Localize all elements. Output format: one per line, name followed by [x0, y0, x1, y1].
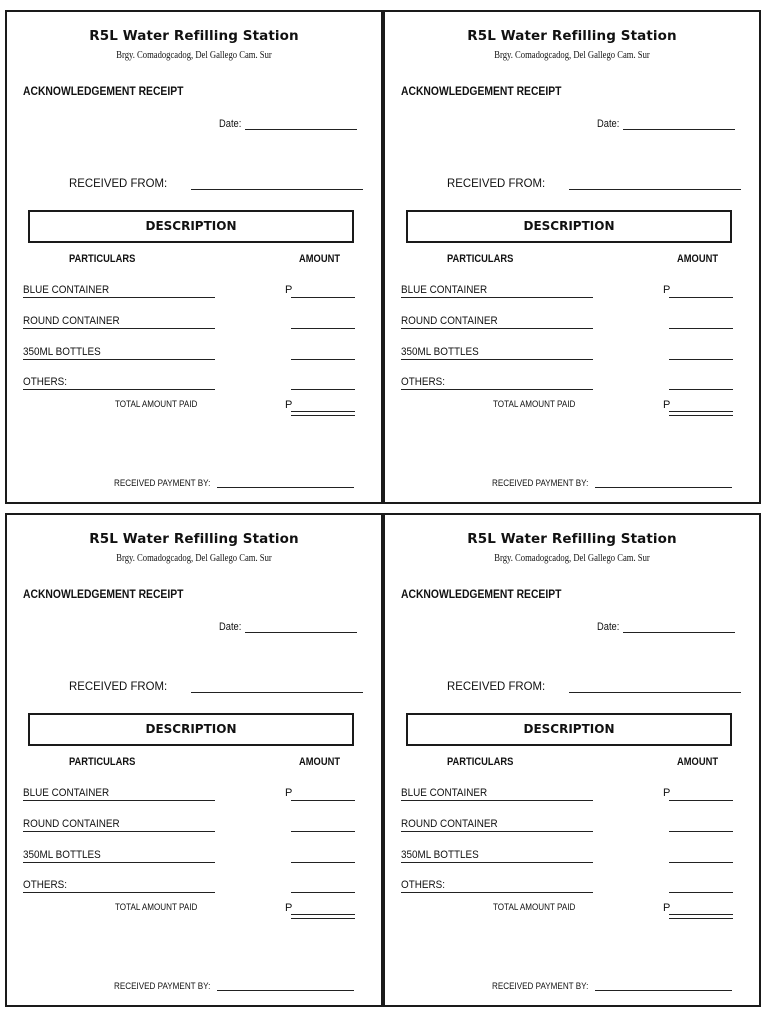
item-underline — [401, 297, 593, 298]
item-underline — [401, 862, 593, 863]
total-amount-field[interactable] — [669, 914, 733, 919]
total-amount-label: TOTAL AMOUNT PAID — [493, 399, 576, 409]
total-amount-label: TOTAL AMOUNT PAID — [493, 902, 576, 912]
amount-column-header: AMOUNT — [677, 756, 719, 768]
item-underline — [401, 359, 593, 360]
item-label: ROUND CONTAINER — [23, 315, 120, 327]
amount-field[interactable] — [291, 359, 355, 360]
station-title: R5L Water Refilling Station — [467, 531, 677, 547]
received-from-field[interactable] — [191, 692, 363, 693]
total-currency-symbol: P — [285, 399, 293, 411]
description-header: DESCRIPTION — [28, 713, 354, 746]
particulars-column-header: PARTICULARS — [447, 253, 514, 265]
received-from-label: RECEIVED FROM: — [447, 679, 546, 693]
receipt-heading: ACKNOWLEDGEMENT RECEIPT — [401, 589, 562, 601]
amount-column-header: AMOUNT — [299, 253, 341, 265]
item-underline — [23, 862, 215, 863]
received-from-field[interactable] — [569, 692, 741, 693]
item-label: 350ML BOTTLES — [23, 849, 101, 861]
description-header: DESCRIPTION — [28, 210, 354, 243]
amount-column-header: AMOUNT — [677, 253, 719, 265]
item-underline — [401, 892, 593, 893]
date-field[interactable] — [623, 632, 735, 633]
received-payment-by-field[interactable] — [595, 990, 732, 991]
amount-field[interactable] — [669, 297, 733, 298]
item-underline — [23, 831, 215, 832]
amount-field[interactable] — [669, 892, 733, 893]
receipt-bottom-left — [5, 513, 383, 1007]
item-label: 350ML BOTTLES — [401, 849, 479, 861]
item-underline — [23, 892, 215, 893]
total-amount-field[interactable] — [669, 411, 733, 416]
received-from-field[interactable] — [569, 189, 741, 190]
item-underline — [23, 389, 215, 390]
received-payment-by-field[interactable] — [217, 990, 354, 991]
received-payment-by-label: RECEIVED PAYMENT BY: — [114, 981, 211, 991]
total-currency-symbol: P — [663, 399, 671, 411]
amount-field[interactable] — [291, 831, 355, 832]
station-address: Brgy. Comadogcadog, Del Gallego Cam. Sur — [116, 50, 272, 61]
item-label: BLUE CONTAINER — [401, 787, 488, 799]
station-title: R5L Water Refilling Station — [89, 28, 299, 44]
item-label: 350ML BOTTLES — [23, 346, 101, 358]
date-label: Date: — [219, 118, 242, 130]
amount-field[interactable] — [669, 800, 733, 801]
amount-field[interactable] — [291, 800, 355, 801]
amount-field[interactable] — [291, 297, 355, 298]
receipt-heading: ACKNOWLEDGEMENT RECEIPT — [401, 86, 562, 98]
receipt-bottom-right — [383, 513, 761, 1007]
description-header: DESCRIPTION — [406, 713, 732, 746]
amount-column-header: AMOUNT — [299, 756, 341, 768]
total-amount-label: TOTAL AMOUNT PAID — [115, 399, 198, 409]
received-payment-by-field[interactable] — [595, 487, 732, 488]
item-label: BLUE CONTAINER — [23, 787, 110, 799]
receipt-top-left — [5, 10, 383, 504]
item-underline — [401, 389, 593, 390]
date-field[interactable] — [245, 632, 357, 633]
receipt-top-right — [383, 10, 761, 504]
currency-symbol: P — [285, 787, 293, 799]
item-underline — [23, 328, 215, 329]
amount-field[interactable] — [291, 862, 355, 863]
amount-field[interactable] — [291, 892, 355, 893]
total-amount-label: TOTAL AMOUNT PAID — [115, 902, 198, 912]
currency-symbol: P — [663, 284, 671, 296]
item-label: ROUND CONTAINER — [23, 818, 120, 830]
particulars-column-header: PARTICULARS — [447, 756, 514, 768]
currency-symbol: P — [285, 284, 293, 296]
description-header: DESCRIPTION — [406, 210, 732, 243]
date-label: Date: — [219, 621, 242, 633]
date-field[interactable] — [623, 129, 735, 130]
received-from-label: RECEIVED FROM: — [69, 176, 168, 190]
total-amount-field[interactable] — [291, 914, 355, 919]
item-underline — [401, 800, 593, 801]
item-underline — [23, 800, 215, 801]
item-underline — [23, 297, 215, 298]
item-label: OTHERS: — [23, 879, 68, 891]
station-address: Brgy. Comadogcadog, Del Gallego Cam. Sur — [494, 553, 650, 564]
item-label: OTHERS: — [23, 376, 68, 388]
item-label: BLUE CONTAINER — [401, 284, 488, 296]
total-currency-symbol: P — [663, 902, 671, 914]
station-address: Brgy. Comadogcadog, Del Gallego Cam. Sur — [494, 50, 650, 61]
total-currency-symbol: P — [285, 902, 293, 914]
received-payment-by-label: RECEIVED PAYMENT BY: — [114, 478, 211, 488]
item-underline — [401, 831, 593, 832]
amount-field[interactable] — [669, 389, 733, 390]
amount-field[interactable] — [669, 359, 733, 360]
station-title: R5L Water Refilling Station — [467, 28, 677, 44]
amount-field[interactable] — [669, 831, 733, 832]
received-from-field[interactable] — [191, 189, 363, 190]
particulars-column-header: PARTICULARS — [69, 756, 136, 768]
received-payment-by-label: RECEIVED PAYMENT BY: — [492, 981, 589, 991]
item-label: ROUND CONTAINER — [401, 315, 498, 327]
total-amount-field[interactable] — [291, 411, 355, 416]
station-address: Brgy. Comadogcadog, Del Gallego Cam. Sur — [116, 553, 272, 564]
received-payment-by-label: RECEIVED PAYMENT BY: — [492, 478, 589, 488]
item-label: OTHERS: — [401, 879, 446, 891]
particulars-column-header: PARTICULARS — [69, 253, 136, 265]
item-underline — [23, 359, 215, 360]
date-field[interactable] — [245, 129, 357, 130]
date-label: Date: — [597, 118, 620, 130]
amount-field[interactable] — [669, 862, 733, 863]
item-label: 350ML BOTTLES — [401, 346, 479, 358]
station-title: R5L Water Refilling Station — [89, 531, 299, 547]
date-label: Date: — [597, 621, 620, 633]
amount-field[interactable] — [291, 389, 355, 390]
item-label: BLUE CONTAINER — [23, 284, 110, 296]
received-payment-by-field[interactable] — [217, 487, 354, 488]
receipt-heading: ACKNOWLEDGEMENT RECEIPT — [23, 589, 184, 601]
received-from-label: RECEIVED FROM: — [69, 679, 168, 693]
amount-field[interactable] — [669, 328, 733, 329]
amount-field[interactable] — [291, 328, 355, 329]
receipt-heading: ACKNOWLEDGEMENT RECEIPT — [23, 86, 184, 98]
currency-symbol: P — [663, 787, 671, 799]
item-label: OTHERS: — [401, 376, 446, 388]
item-underline — [401, 328, 593, 329]
received-from-label: RECEIVED FROM: — [447, 176, 546, 190]
item-label: ROUND CONTAINER — [401, 818, 498, 830]
